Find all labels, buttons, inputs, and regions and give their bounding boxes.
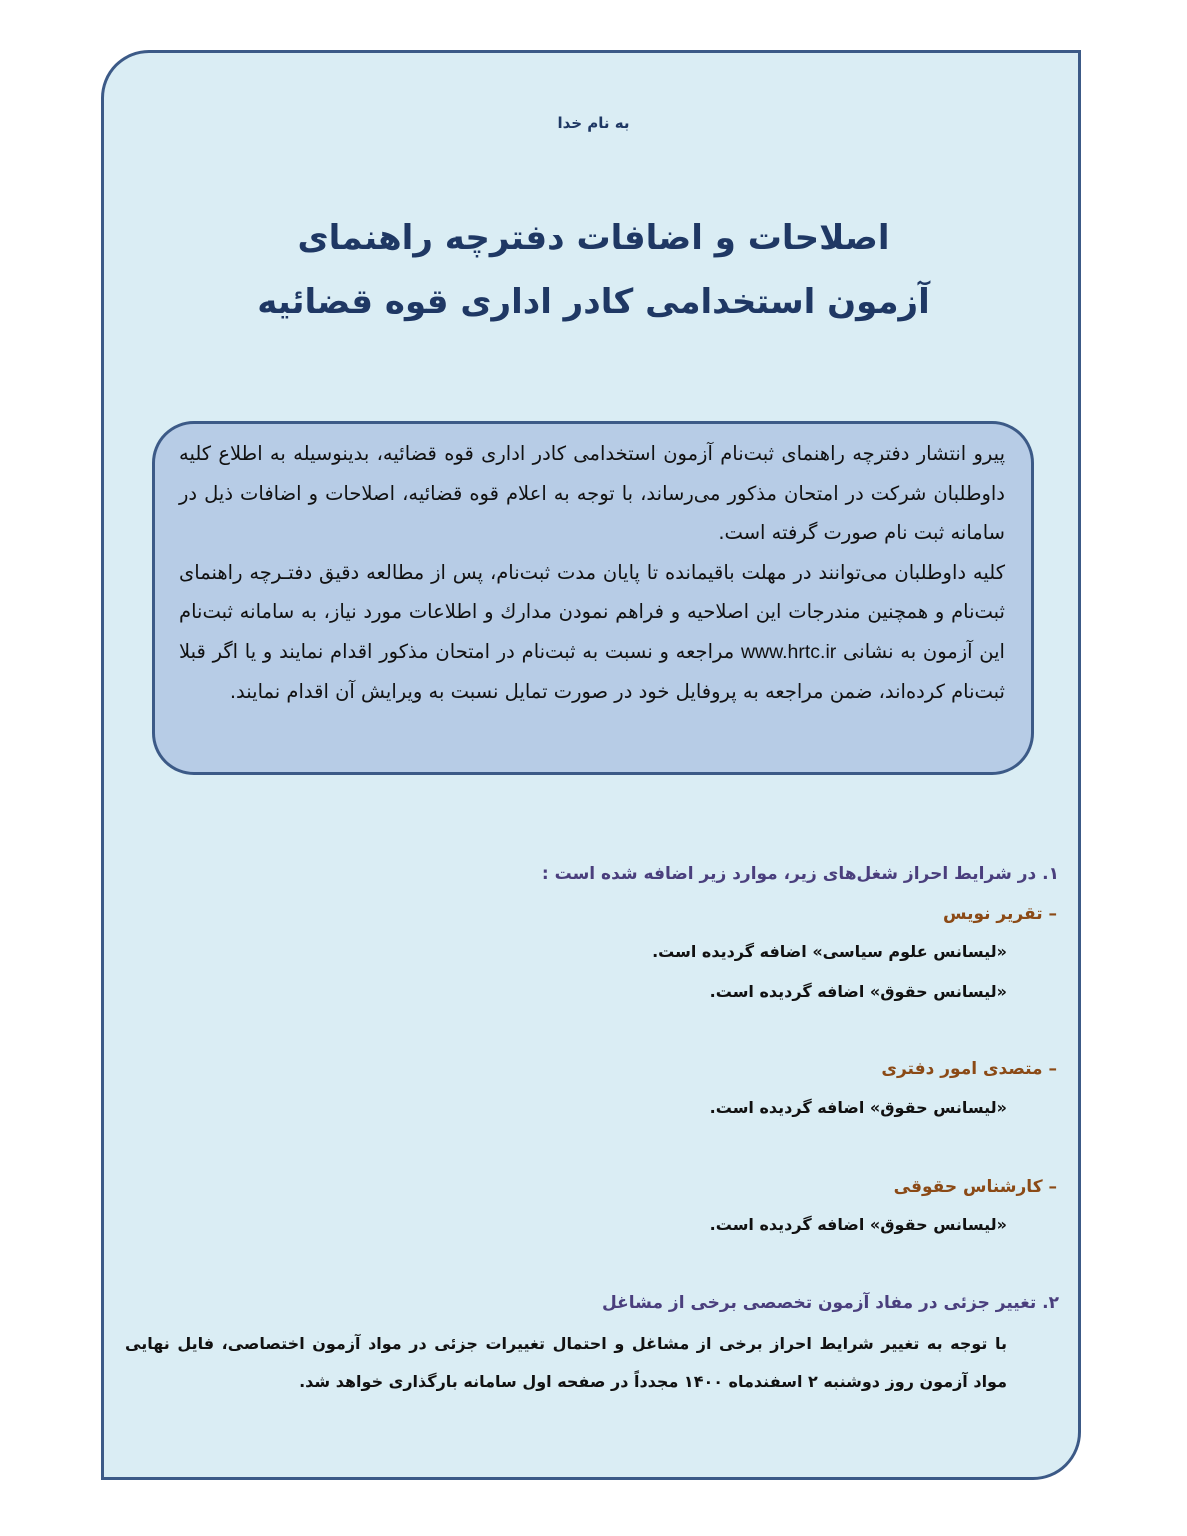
bismillah-header: به نام خدا [557,114,630,132]
section-2-paragraph: با توجه به تغییر شرایط احراز برخی از مشاغل و احتمال تغییرات جزئی در مواد آزمون اختصاصی، فایل نهایی مواد آزمون روز دوشنبه ۲ اسفندماه ۱۴۰۰ مجدداً در صفحه اول سامانه بارگذاری خواهد شد. [125,1334,1007,1391]
job-title-motesadi: – متصدی امور دفتری [881,1059,1057,1079]
job-title-taghrir-nevis: – تقریر نویس [943,904,1057,924]
section-1-heading: ۱. در شرایط احراز شغل‌های زیر، موارد زیر اضافه شده است : [541,864,1059,884]
job-title-karshenas: – کارشناس حقوقی [893,1177,1057,1197]
intro-part-3: مراجعه و نسبت به ثبت‌نام در امتحان مذکور اقدام نمایند و یا اگر قبلا ثبت‌نام کرده‌اند، ضمن مراجعه به پروفایل خود در صورت تمایل نسبت به ویرایش آن اقدام نمایند. [179,639,1005,703]
job1-item-2: «لیسانس حقوق» اضافه گردیده است. [709,982,1007,1001]
title-line-1: اصلاحات و اضافات دفترچه راهنمای [297,218,890,258]
intro-paragraph [179,434,1005,712]
section-2-heading: ۲. تغییر جزئی در مفاد آزمون تخصصی برخی از مشاغل [602,1293,1059,1313]
website-link[interactable]: www.hrtc.ir [740,640,837,663]
job1-item-1: «لیسانس علوم سیاسی» اضافه گردیده است. [652,942,1007,961]
intro-box [152,421,1034,775]
job3-item-1: «لیسانس حقوق» اضافه گردیده است. [709,1215,1007,1234]
title-line-2: آزمون استخدامی کادر اداری قوه قضائیه [257,282,930,322]
intro-part-2: کلیه داوطلبان می‌توانند در مهلت باقیمانده تا پایان مدت ثبت‌نام، پس از مطالعه دقیق دفتـرچه راهنمای ثبت‌نام و همچنین مندرجات این اصلاحیه و فراهم نمودن مدارك و اطلاعات مورد نیاز، به سامانه ثبت‌نام این آزمون به نشانی [179,560,1005,663]
document-title [150,206,1037,334]
job2-item-1: «لیسانس حقوق» اضافه گردیده است. [709,1098,1007,1117]
intro-part-1: پیرو انتشار دفترچه راهنمای ثبت‌نام آزمون استخدامی کادر اداری قوه قضائیه، بدینوسیله به اطلاع کلیه داوطلبان شرکت در امتحان مذکور می‌رساند، با توجه به اعلام قوه قضائیه، اصلاحات و اضافات ذیل در سامانه ثبت نام صورت گرفته است. [179,442,1005,544]
